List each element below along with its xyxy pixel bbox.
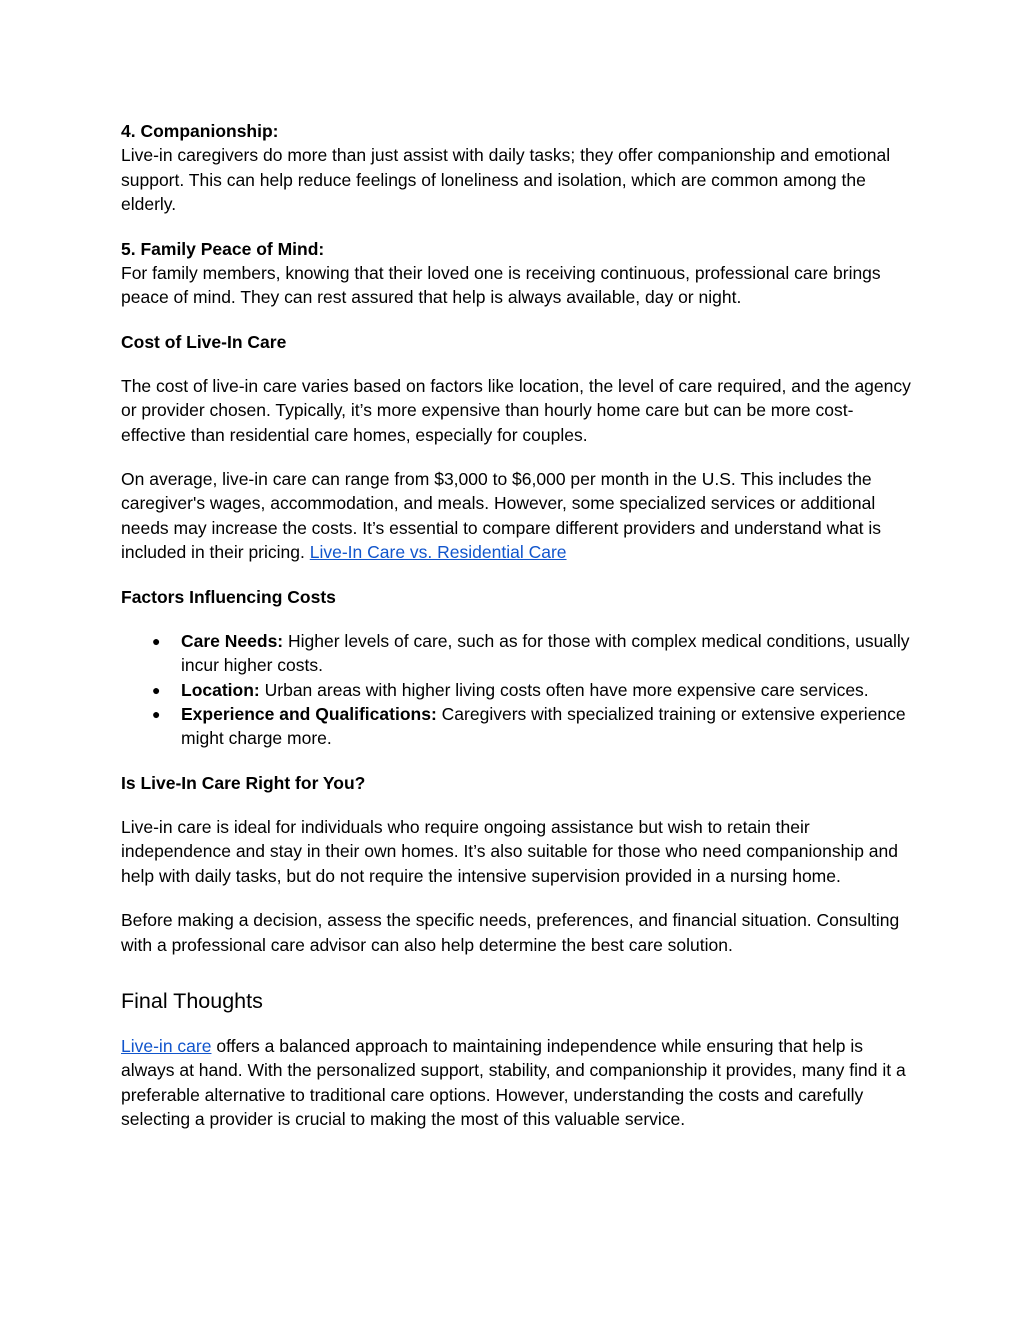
final-thoughts-heading: Final Thoughts: [121, 988, 263, 1013]
cost-paragraph-1: The cost of live-in care varies based on factors like location, the level of care required, and the agency or provider chosen. Typically, it’s more expensive than hourly home care but can be more cost-effective than residential care homes, especially for couples.: [121, 375, 911, 445]
bullet-icon: ●: [152, 681, 161, 698]
bullet-icon: ●: [152, 632, 161, 649]
list-item-text: Caregivers with specialized training or extensive experience might charge more.: [181, 704, 906, 749]
peace-of-mind-body: For family members, knowing that their loved one is receiving continuous, professional care brings peace of mind. They can rest assured that help is always available, day or night.: [121, 262, 881, 308]
factors-heading: Factors Influencing Costs: [121, 586, 336, 607]
list-item: [121, 629, 911, 678]
list-item-term: Location:: [181, 679, 260, 700]
list-item-text: Urban areas with higher living costs often have more expensive care services.: [264, 679, 869, 700]
right-for-you-paragraph-2: Before making a decision, assess the specific needs, preferences, and financial situation. Consulting with a professional care advisor can also help determine the best care solution.: [121, 910, 900, 955]
list-item-term: Care Needs:: [181, 630, 284, 651]
residential-care-link[interactable]: Live-In Care vs. Residential Care: [309, 542, 567, 563]
cost-heading: Cost of Live-In Care: [121, 331, 287, 352]
right-for-you-paragraph-1: Live-in care is ideal for individuals who require ongoing assistance but wish to retain their independence and stay in their own homes. It’s also suitable for those who need companionship and help with daily tasks, but do not require the intensive supervision provided in a nursing home.: [121, 817, 898, 886]
companionship-title: 4. Companionship:: [121, 121, 279, 141]
bullet-icon: ●: [152, 706, 161, 723]
right-for-you-heading: Is Live-In Care Right for You?: [121, 772, 366, 793]
list-item-term: Experience and Qualifications:: [181, 704, 437, 725]
final-thoughts-paragraph: [121, 1034, 911, 1132]
live-in-care-link[interactable]: Live-in care: [121, 1035, 212, 1056]
list-item: [121, 678, 911, 702]
cost-paragraph-2: [121, 467, 911, 565]
cost-paragraph-2-text: On average, live-in care can range from $3,000 to $6,000 per month in the U.S. This includes the caregiver's wages, accommodation, and meals. However, some specialized services or additional needs may increase the costs. It’s essential to compare different providers and understand what is included in their pricing.: [121, 469, 882, 563]
factors-list: [121, 629, 911, 751]
final-thoughts-body: offers a balanced approach to maintaining independence while ensuring that help is always at hand. With the personalized support, stability, and companionship it provides, many find it a preferable alternative to traditional care options. However, understanding the costs and carefully selecting a provider is crucial to making the most of this valuable service.: [121, 1035, 906, 1130]
list-item: [121, 702, 911, 751]
peace-of-mind-title: 5. Family Peace of Mind:: [121, 238, 325, 259]
peace-of-mind-section: [121, 237, 911, 310]
document-page: [121, 119, 911, 1152]
list-item-text: Higher levels of care, such as for those with complex medical conditions, usually incur higher costs.: [181, 630, 910, 676]
companionship-body: Live-in caregivers do more than just assist with daily tasks; they offer companionship and emotional support. This can help reduce feelings of loneliness and isolation, which are common among the elderly.: [121, 145, 891, 215]
companionship-section: [121, 119, 911, 217]
